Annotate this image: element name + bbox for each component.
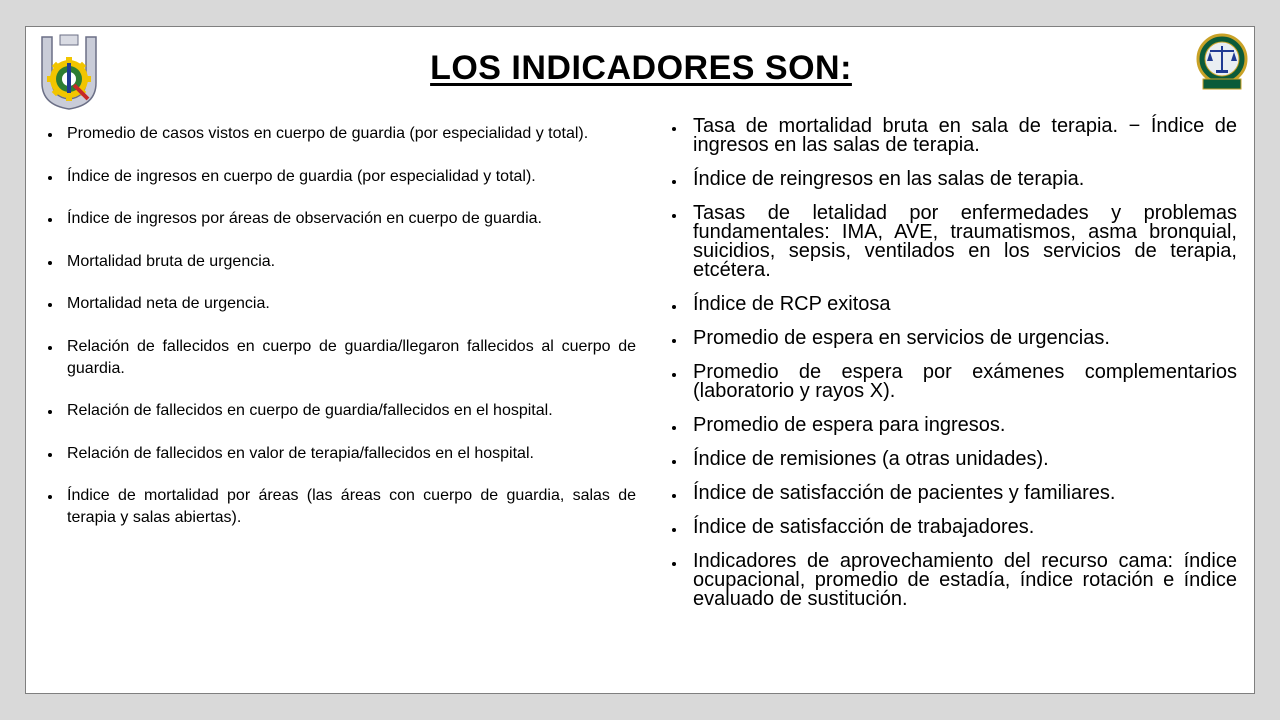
list-item: Índice de mortalidad por áreas (las áreas con cuerpo de guardia, salas de terapia y salas abiertas). [48, 485, 636, 529]
list-item: Promedio de espera en servicios de urgencias. [672, 329, 1237, 348]
list-item: Índice de RCP exitosa [672, 295, 1237, 314]
list-item: Índice de satisfacción de pacientes y familiares. [672, 484, 1237, 503]
list-item: Tasas de letalidad por enfermedades y problemas fundamentales: IMA, AVE, traumatismos, asma bronquial, suicidios, sepsis, ventilados en los servicios de terapia, etcétera. [672, 204, 1237, 280]
list-item: Índice de ingresos por áreas de observación en cuerpo de guardia. [48, 208, 636, 230]
list-item: Promedio de espera por exámenes complementarios (laboratorio y rayos X). [672, 363, 1237, 401]
list-item: Indicadores de aprovechamiento del recurso cama: índice ocupacional, promedio de estadía, índice rotación e índice evaluado de sustitución. [672, 552, 1237, 609]
list-item: Índice de reingresos en las salas de terapia. [672, 170, 1237, 189]
list-item: Índice de ingresos en cuerpo de guardia (por especialidad y total). [48, 166, 636, 188]
page-title: LOS INDICADORES SON: [430, 49, 852, 87]
list-item: Índice de remisiones (a otras unidades). [672, 450, 1237, 469]
list-item: Relación de fallecidos en valor de terapia/fallecidos en el hospital. [48, 443, 636, 465]
list-item: Relación de fallecidos en cuerpo de guardia/fallecidos en el hospital. [48, 400, 636, 422]
list-item: Índice de satisfacción de trabajadores. [672, 518, 1237, 537]
list-item: Relación de fallecidos en cuerpo de guardia/llegaron fallecidos al cuerpo de guardia. [48, 336, 636, 380]
list-item: Promedio de espera para ingresos. [672, 416, 1237, 435]
right-indicator-list [672, 117, 1237, 624]
slide [25, 26, 1255, 694]
left-indicator-list [48, 123, 636, 550]
list-item: Mortalidad bruta de urgencia. [48, 251, 636, 273]
list-item: Promedio de casos vistos en cuerpo de guardia (por especialidad y total). [48, 123, 636, 145]
list-item: Mortalidad neta de urgencia. [48, 293, 636, 315]
list-item: Tasa de mortalidad bruta en sala de terapia. − Índice de ingresos en las salas de terapia. [672, 117, 1237, 155]
